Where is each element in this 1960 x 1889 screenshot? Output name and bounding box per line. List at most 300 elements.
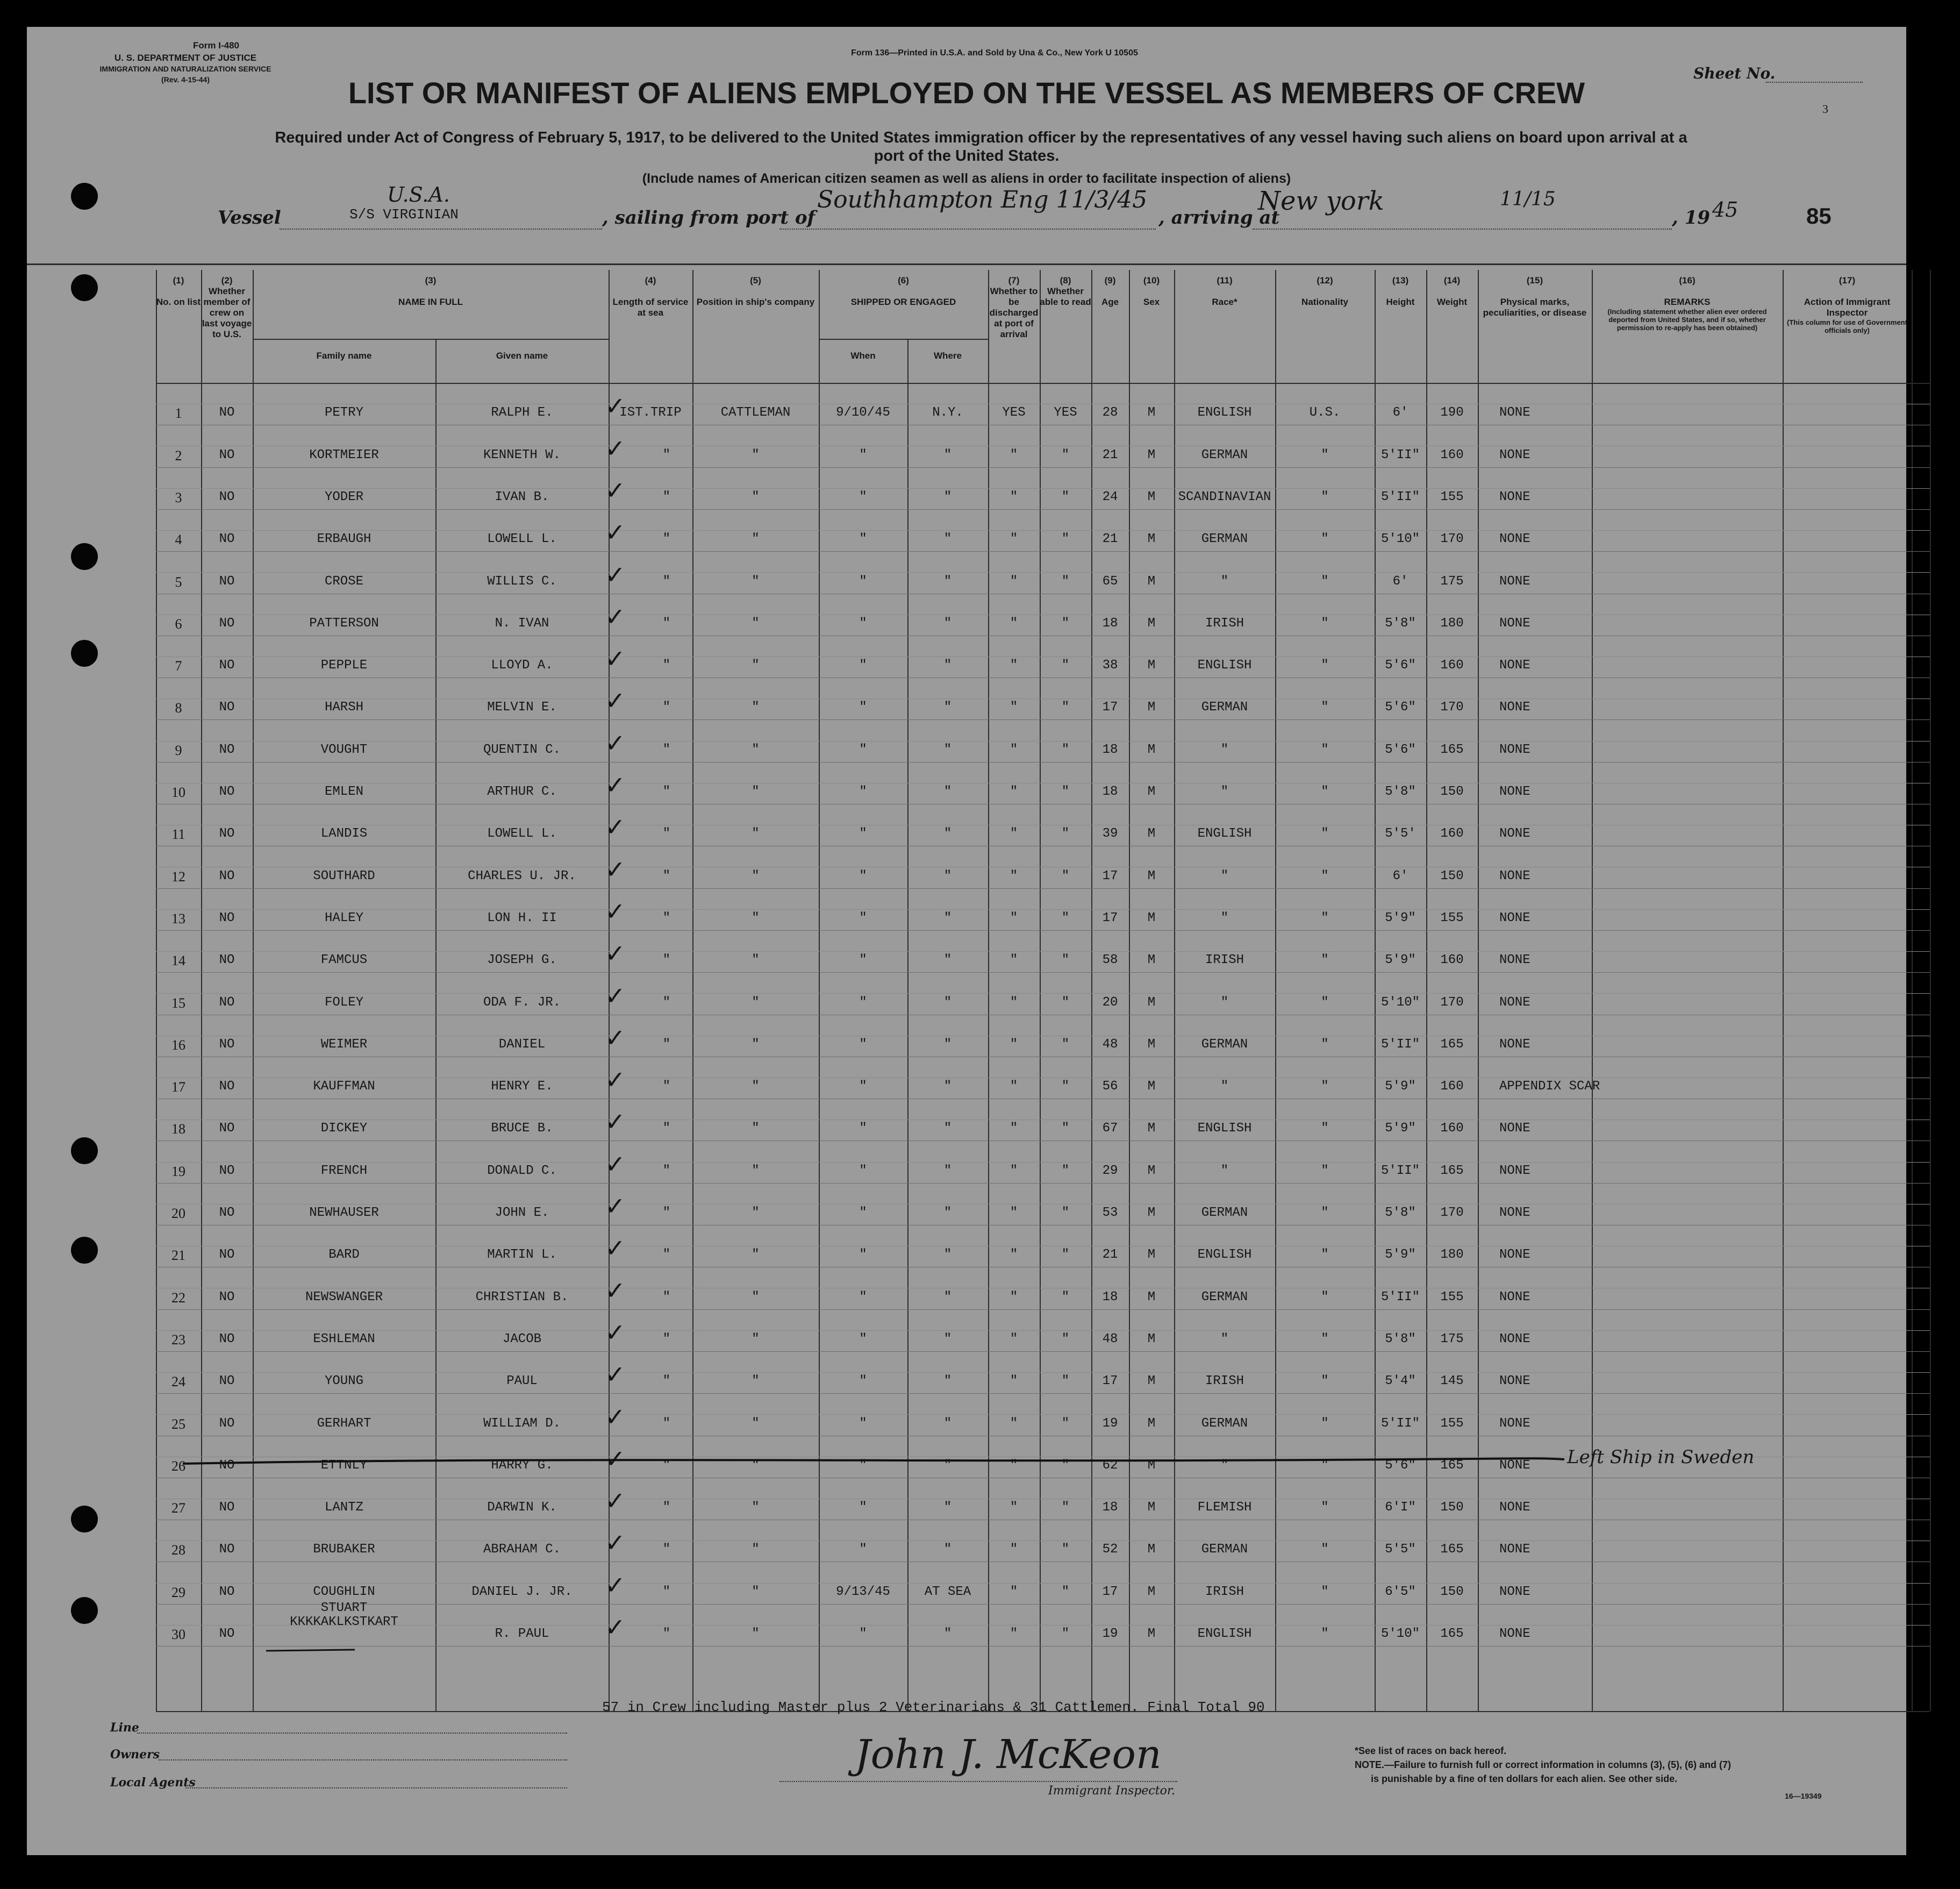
punch-hole [71, 640, 98, 667]
cell-sex: M [1147, 953, 1156, 968]
sheet-number: 3 [1822, 102, 1828, 116]
cell-weight: 150 [1440, 1584, 1464, 1599]
cell-no: 4 [175, 532, 182, 548]
cell-given: JACOB [502, 1331, 541, 1346]
cell-age: 18 [1102, 742, 1118, 757]
cell-marks: NONE [1499, 489, 1530, 504]
column-rule [988, 270, 989, 1711]
cell-weight: 165 [1440, 1542, 1464, 1557]
cell-marks: NONE [1499, 995, 1530, 1010]
cell-sex: M [1147, 995, 1156, 1010]
header-bottom-rule [156, 383, 1930, 384]
cell-position: " [752, 616, 760, 631]
cell-discharged: " [1010, 1416, 1018, 1431]
cell-read: " [1061, 1079, 1070, 1094]
cell-sex: M [1147, 658, 1156, 673]
cell-height: 5'II" [1380, 1163, 1420, 1178]
manifest-table [156, 270, 1930, 1722]
cell-weight: 160 [1440, 658, 1464, 673]
cell-family: BRUBAKER [313, 1542, 375, 1557]
cell-read: " [1061, 910, 1070, 925]
cell-when: " [859, 826, 867, 842]
year-prefix: , 19 [1672, 207, 1710, 229]
cell-where: " [943, 1500, 952, 1515]
cell-weight: 175 [1440, 1331, 1464, 1346]
cell-when: " [859, 1500, 867, 1515]
column-rule [1040, 270, 1041, 1711]
sailing-line [779, 229, 1156, 230]
cell-no: 9 [175, 742, 182, 758]
cell-where: " [943, 532, 952, 547]
cell-marks: NONE [1499, 1542, 1530, 1557]
cell-crew: NO [219, 1374, 235, 1389]
cell-age: 17 [1102, 868, 1118, 883]
check-mark-icon: ✓ [605, 854, 626, 884]
cell-no: 1 [175, 405, 182, 422]
column-rule [201, 270, 202, 1711]
cell-race: " [1220, 1458, 1229, 1473]
cell-age: 28 [1102, 405, 1118, 420]
column-rule [1129, 270, 1130, 1711]
cell-discharged: " [1010, 574, 1018, 589]
cell-crew: NO [219, 868, 235, 883]
cell-no: 19 [171, 1163, 185, 1179]
cell-discharged: " [1010, 953, 1018, 968]
cell-given: KENNETH W. [483, 447, 561, 462]
cell-service: " [662, 1206, 671, 1220]
inspector-label: Immigrant Inspector. [1048, 1784, 1175, 1798]
arriving-label: , arriving at [1158, 207, 1280, 229]
cell-race: ENGLISH [1197, 405, 1252, 420]
row-half-rule [156, 741, 1930, 742]
cell-where: " [943, 700, 952, 715]
race-note: *See list of races on back hereof. [1355, 1745, 1507, 1756]
cell-nationality: " [1321, 700, 1329, 715]
cell-discharged: " [1010, 1079, 1018, 1094]
cell-no: 26 [171, 1458, 185, 1474]
column-rule [1091, 270, 1092, 1711]
cell-weight: 160 [1440, 447, 1464, 462]
fine-note-2: is punishable by a fine of ten dollars for each alien. See other side. [1371, 1773, 1678, 1784]
cell-race: " [1220, 1331, 1229, 1346]
sailing-port: Southhampton Eng 11/3/45 [817, 186, 1148, 213]
cell-age: 21 [1102, 447, 1118, 462]
cell-race: " [1220, 868, 1229, 883]
vessel-line [280, 229, 602, 230]
cell-nationality: " [1321, 1374, 1329, 1389]
cell-nationality: " [1321, 910, 1329, 925]
cell-discharged: " [1010, 1289, 1018, 1305]
cell-sex: M [1147, 1416, 1156, 1431]
cell-family: HALEY [324, 910, 363, 925]
cell-service: " [662, 1627, 671, 1641]
cell-no: 27 [171, 1500, 185, 1516]
cell-age: 18 [1102, 1289, 1118, 1305]
cell-weight: 155 [1440, 1416, 1464, 1431]
check-mark-icon: ✓ [605, 1444, 626, 1473]
cell-age: 18 [1102, 1500, 1118, 1515]
cell-age: 20 [1102, 995, 1118, 1010]
row-half-rule [156, 1414, 1930, 1415]
cell-position: " [752, 532, 760, 547]
check-mark-icon: ✓ [605, 1192, 626, 1221]
punch-hole [71, 1506, 98, 1532]
cell-weight: 180 [1440, 1248, 1464, 1263]
cell-where: N.Y. [932, 405, 963, 420]
cell-position: " [752, 1500, 760, 1515]
header-rule [27, 263, 1906, 265]
cell-read: " [1061, 574, 1070, 589]
cell-weight: 165 [1440, 1627, 1464, 1641]
cell-sex: M [1147, 1627, 1156, 1641]
check-mark-icon: ✓ [605, 644, 626, 674]
cell-family: COUGHLIN [313, 1584, 375, 1599]
cell-read: " [1061, 1627, 1070, 1641]
row-half-rule [156, 1330, 1930, 1331]
cell-crew: NO [219, 953, 235, 968]
row-half-rule [156, 488, 1930, 489]
cell-no: 30 [171, 1627, 185, 1642]
row-half-rule [156, 951, 1930, 952]
cell-read: " [1061, 953, 1070, 968]
cell-where: " [943, 1248, 952, 1263]
cell-marks: NONE [1499, 616, 1530, 631]
cell-where: " [943, 1331, 952, 1346]
cell-family: YODER [324, 489, 363, 504]
punch-hole [71, 183, 98, 210]
cell-service: " [662, 700, 671, 715]
cell-height: 6' [1392, 574, 1408, 589]
cell-read: " [1061, 700, 1070, 715]
cell-nationality: " [1321, 868, 1329, 883]
cell-age: 18 [1102, 785, 1118, 799]
cell-position: " [752, 700, 760, 715]
shipped-subheader-rule [819, 339, 988, 340]
cell-position: " [752, 953, 760, 968]
cell-crew: NO [219, 1289, 235, 1305]
cell-sex: M [1147, 910, 1156, 925]
check-mark-icon: ✓ [605, 1149, 626, 1179]
cell-when: " [859, 868, 867, 883]
cell-discharged: YES [1002, 405, 1026, 420]
cell-service: " [662, 616, 671, 631]
cell-read: " [1061, 742, 1070, 757]
cell-discharged: " [1010, 1248, 1018, 1263]
cell-age: 62 [1102, 1458, 1118, 1473]
cell-family: CROSE [324, 574, 363, 589]
printer-line: Form 136—Printed in U.S.A. and Sold by Una & Co., New York U 10505 [851, 48, 1138, 58]
cell-service: " [662, 742, 671, 757]
cell-when: " [859, 953, 867, 968]
cell-marks: NONE [1499, 1289, 1530, 1305]
cell-marks: NONE [1499, 1331, 1530, 1346]
cell-height: 5'10" [1380, 995, 1420, 1010]
cell-weight: 160 [1440, 953, 1464, 968]
when-header: When [850, 351, 876, 361]
cell-family: FRENCH [320, 1163, 368, 1178]
cell-nationality: " [1321, 616, 1329, 631]
cell-crew: NO [219, 995, 235, 1010]
cell-position: " [752, 995, 760, 1010]
cell-age: 19 [1102, 1627, 1118, 1641]
cell-nationality: " [1321, 1079, 1329, 1094]
year-suffix: 45 [1712, 198, 1739, 222]
row-rule [156, 972, 1930, 973]
cell-height: 5'6" [1385, 658, 1416, 673]
cell-discharged: " [1010, 868, 1018, 883]
fine-note-1: NOTE.—Failure to furnish full or correct information in columns (3), (5), (6) and (7) [1355, 1759, 1732, 1770]
column-rule [1375, 270, 1376, 1711]
cell-crew: NO [219, 1163, 235, 1178]
cell-nationality: " [1321, 1121, 1329, 1136]
cell-no: 6 [175, 616, 182, 632]
cell-given: ARTHUR C. [487, 785, 557, 799]
cell-given: JOHN E. [495, 1206, 549, 1220]
column-rule [1426, 270, 1427, 1711]
cell-family: PEPPLE [320, 658, 368, 673]
cell-nationality: " [1321, 532, 1329, 547]
crew-summary: 57 in Crew including Master plus 2 Veterinarians & 31 Cattlemen. Final Total 90 [602, 1699, 1265, 1715]
cell-nationality: " [1321, 826, 1329, 842]
cell-sex: M [1147, 1374, 1156, 1389]
cell-service: " [662, 574, 671, 589]
agents-label: Local Agents [110, 1776, 196, 1790]
cell-given: WILLIAM D. [483, 1416, 561, 1431]
cell-no: 12 [171, 868, 185, 885]
cell-when: " [859, 1079, 867, 1094]
given-name-header: Given name [496, 351, 548, 361]
cell-service: " [662, 995, 671, 1010]
cell-crew: NO [219, 616, 235, 631]
cell-discharged: " [1010, 447, 1018, 462]
cell-sex: M [1147, 489, 1156, 504]
cell-age: 17 [1102, 910, 1118, 925]
cell-weight: 165 [1440, 1037, 1464, 1052]
cell-discharged: " [1010, 1500, 1018, 1515]
column-rule [1275, 270, 1276, 1711]
punch-hole [71, 1237, 98, 1264]
cell-no: 24 [171, 1374, 185, 1390]
cell-when: " [859, 1289, 867, 1305]
cell-sex: M [1147, 616, 1156, 631]
cell-race: ENGLISH [1197, 658, 1252, 673]
cell-race: GERMAN [1201, 1037, 1248, 1052]
cell-given: JOSEPH G. [487, 953, 557, 968]
check-mark-icon: ✓ [605, 1234, 626, 1263]
cell-marks: NONE [1499, 1037, 1530, 1052]
cell-family: GERHART [317, 1416, 371, 1431]
revision: (Rev. 4-15-44) [161, 75, 210, 84]
cell-when: " [859, 1627, 867, 1641]
cell-age: 18 [1102, 616, 1118, 631]
cell-marks: NONE [1499, 405, 1530, 420]
col-2-header: (2) Whether member of crew on last voyage to U.S. [202, 275, 252, 339]
cell-age: 21 [1102, 1248, 1118, 1263]
check-mark-icon: ✓ [605, 939, 626, 968]
check-mark-icon: ✓ [605, 1528, 626, 1558]
cell-service: " [662, 826, 671, 842]
cell-position: " [752, 447, 760, 462]
cell-given: QUENTIN C. [483, 742, 561, 757]
cell-position: " [752, 489, 760, 504]
check-mark-icon: ✓ [605, 896, 626, 926]
cell-nationality: " [1321, 447, 1329, 462]
cell-weight: 155 [1440, 489, 1464, 504]
cell-age: 65 [1102, 574, 1118, 589]
cell-family: ESHLEMAN [313, 1331, 375, 1346]
cell-discharged: " [1010, 742, 1018, 757]
column-rule [156, 270, 157, 1711]
cell-age: 39 [1102, 826, 1118, 842]
cell-read: " [1061, 447, 1070, 462]
cell-position: " [752, 868, 760, 883]
cell-discharged: " [1010, 1374, 1018, 1389]
cell-height: 5'II" [1380, 1037, 1420, 1052]
cell-family: KORTMEIER [309, 447, 379, 462]
cell-read: " [1061, 1542, 1070, 1557]
cell-height: 5'5" [1385, 1542, 1416, 1557]
cell-weight: 155 [1440, 1289, 1464, 1305]
cell-when: " [859, 532, 867, 547]
cell-given: BRUCE B. [491, 1121, 553, 1136]
arrival-date: 11/15 [1500, 188, 1556, 210]
col-3-header: (3) NAME IN FULL [398, 275, 463, 307]
cell-read: " [1061, 785, 1070, 799]
cell-read: " [1061, 1121, 1070, 1136]
cell-sex: M [1147, 1079, 1156, 1094]
cell-discharged: " [1010, 785, 1018, 799]
cell-crew: NO [219, 1500, 235, 1515]
check-mark-icon: ✓ [605, 1402, 626, 1431]
cell-read: " [1061, 1037, 1070, 1052]
cell-race: " [1220, 1079, 1229, 1094]
cell-where: " [943, 1163, 952, 1178]
cell-when: " [859, 742, 867, 757]
cell-discharged: " [1010, 489, 1018, 504]
cell-age: 52 [1102, 1542, 1118, 1557]
check-mark-icon: ✓ [605, 1023, 626, 1052]
cell-nationality: " [1321, 1163, 1329, 1178]
cell-sex: M [1147, 1331, 1156, 1346]
cell-given: ODA F. JR. [483, 995, 561, 1010]
cell-marks: NONE [1499, 658, 1530, 673]
column-rule [1912, 270, 1913, 1711]
cell-discharged: " [1010, 1458, 1018, 1473]
cell-discharged: " [1010, 1331, 1018, 1346]
cell-weight: 165 [1440, 742, 1464, 757]
cell-sex: M [1147, 1206, 1156, 1220]
cell-service: " [662, 1500, 671, 1515]
cell-position: " [752, 1289, 760, 1305]
cell-family: STUART [320, 1601, 368, 1615]
cell-given: N. IVAN [495, 616, 549, 631]
row-rule [156, 1393, 1930, 1394]
cell-nationality: " [1321, 953, 1329, 968]
cell-height: 6' [1392, 868, 1408, 883]
cell-when: " [859, 1206, 867, 1220]
cell-sex: M [1147, 1458, 1156, 1473]
row-26-remark: Left Ship in Sweden [1567, 1446, 1755, 1468]
cell-crew: NO [219, 1331, 235, 1346]
cell-discharged: " [1010, 1037, 1018, 1052]
cell-crew: NO [219, 1206, 235, 1220]
cell-nationality: " [1321, 1206, 1329, 1220]
cell-when: " [859, 700, 867, 715]
cell-family: YOUNG [324, 1374, 363, 1389]
agents-field [185, 1787, 567, 1788]
cell-weight: 145 [1440, 1374, 1464, 1389]
cell-height: 5'8" [1385, 785, 1416, 799]
cell-given: CHRISTIAN B. [475, 1289, 569, 1305]
cell-discharged: " [1010, 1627, 1018, 1641]
cell-height: 5'9" [1385, 1248, 1416, 1263]
row-rule [156, 467, 1930, 468]
cell-sex: M [1147, 532, 1156, 547]
cell-discharged: " [1010, 1584, 1018, 1599]
cell-when: " [859, 658, 867, 673]
cell-age: 19 [1102, 1416, 1118, 1431]
cell-read: " [1061, 1500, 1070, 1515]
cell-nationality: " [1321, 1248, 1329, 1263]
cell-marks: NONE [1499, 1374, 1530, 1389]
cell-family: EMLEN [324, 785, 363, 799]
cell-given: LLOYD A. [491, 658, 553, 673]
cell-no: 20 [171, 1206, 185, 1221]
cell-age: 38 [1102, 658, 1118, 673]
cell-nationality: " [1321, 742, 1329, 757]
check-mark-icon: ✓ [605, 1107, 626, 1137]
cell-when: " [859, 616, 867, 631]
cell-race: " [1220, 785, 1229, 799]
column-rule [819, 270, 820, 1711]
cell-read: " [1061, 995, 1070, 1010]
cell-position: " [752, 1037, 760, 1052]
sailing-label: , sailing from port of [602, 207, 816, 229]
row-half-rule [156, 1583, 1930, 1584]
cell-given: MARTIN L. [487, 1248, 557, 1263]
cell-crew: NO [219, 700, 235, 715]
cell-given: WILLIS C. [487, 574, 557, 589]
cell-family: DICKEY [320, 1121, 368, 1136]
cell-race: GERMAN [1201, 447, 1248, 462]
service-name: IMMIGRATION AND NATURALIZATION SERVICE [99, 65, 271, 73]
name-subheader-rule [253, 339, 609, 340]
col-14-header: (14) Weight [1436, 275, 1468, 307]
cell-race: " [1220, 742, 1229, 757]
cell-discharged: " [1010, 658, 1018, 673]
cell-weight: 170 [1440, 700, 1464, 715]
cell-race: ENGLISH [1197, 1627, 1252, 1641]
cell-discharged: " [1010, 910, 1018, 925]
cell-where: AT SEA [924, 1584, 971, 1599]
cell-discharged: " [1010, 1206, 1018, 1220]
check-mark-icon: ✓ [605, 560, 626, 589]
cell-no: 3 [175, 489, 182, 505]
check-mark-icon: ✓ [605, 391, 626, 421]
cell-height: 6'I" [1385, 1500, 1416, 1515]
cell-where: " [943, 447, 952, 462]
vessel-country: U.S.A. [387, 183, 450, 206]
cell-height: 5'5' [1385, 826, 1416, 842]
cell-race: IRISH [1205, 1374, 1244, 1389]
cell-age: 24 [1102, 489, 1118, 504]
cell-crew: NO [219, 1458, 235, 1473]
cell-crew: NO [219, 1248, 235, 1263]
cell-position: CATTLEMAN [720, 405, 791, 420]
cell-race: FLEMISH [1197, 1500, 1252, 1515]
cell-read: " [1061, 658, 1070, 673]
row-rule [156, 509, 1930, 510]
